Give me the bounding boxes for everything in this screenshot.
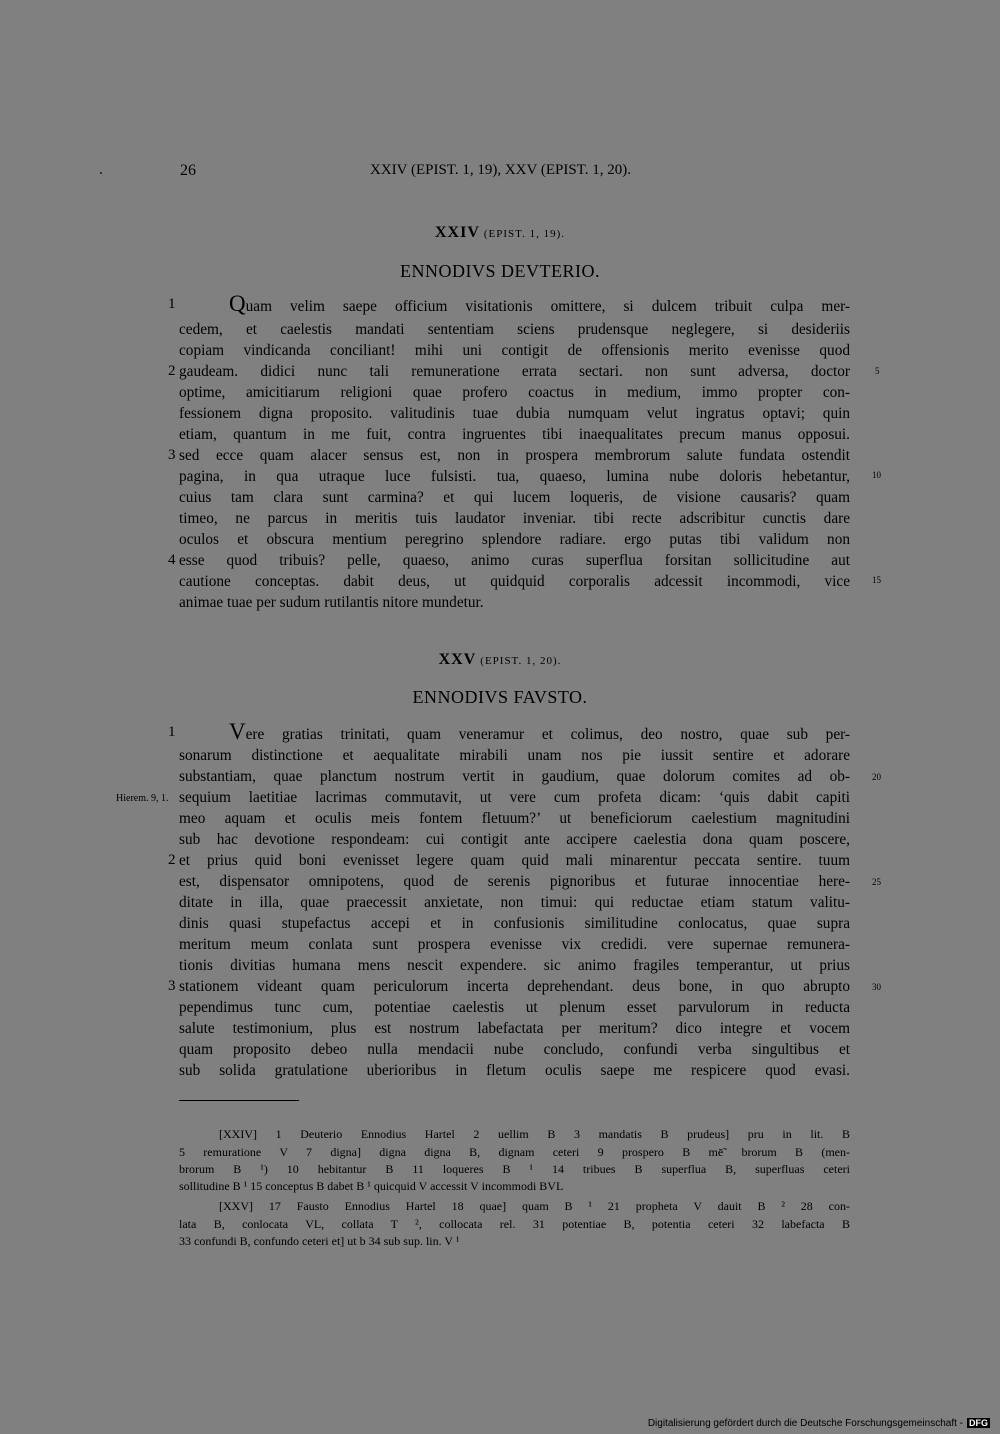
section-ref: (EPIST. 1, 20). (480, 655, 562, 667)
text-line: sed ecce quam alacer sensus est, non in prospera membrorum salute fundata ostendit (179, 447, 850, 464)
paragraph-mark: 3 (168, 978, 176, 994)
paragraph-mark: 2 (168, 852, 176, 868)
text-line: Quam velim saepe officium visitationis omittere, si dulcem tribuit culpa mer- (229, 291, 850, 316)
text-line: cedem, et caelestis mandati sententiam sciens prudensque neglegere, si desideriis (179, 321, 850, 338)
text-line: sub solida gratulatione uberioribus in fletum oculis saepe me respicere quod evasi. (179, 1062, 850, 1079)
scan-speck (100, 172, 102, 174)
digitization-credit (648, 1418, 990, 1429)
paragraph-mark: 1 (168, 724, 176, 740)
text-line: animae tuae per sudum rutilantis nitore mundetur. (179, 594, 484, 611)
section-ref: (EPIST. 1, 19). (483, 228, 565, 240)
section-title-xxiv (0, 224, 1000, 242)
text-line: est, dispensator omnipotens, quod de serenis pignoribus et futurae innocentiae here- (179, 873, 850, 890)
side-reference: Hierem. 9, 1. (116, 793, 169, 804)
drop-cap: Q (229, 291, 246, 316)
line-number: 20 (872, 772, 881, 782)
text-line: Vere gratias trinitati, quam veneramur et colimus, deo nostro, quae sub per- (229, 719, 850, 744)
paragraph-mark: 3 (168, 447, 176, 463)
text-line: optime, amicitiarum religioni quae profero coactus in medium, immo propter con- (179, 384, 850, 401)
credit-text: Digitalisierung gefördert durch die Deutsche Forschungsgemeinschaft - (647, 1418, 963, 1429)
footnote-line: sollitudine B ¹ 15 conceptus B dabet B ¹ quicquid V accessit V incommodi BVL (179, 1179, 564, 1193)
text-line: tionis divitias humana mens nescit expendere. sic animo fragiles temperantur, ut prius (179, 957, 850, 974)
text-line: quam proposito debeo nulla mendacii nube concludo, confundi verba singultibus et (179, 1041, 850, 1058)
drop-cap: V (229, 719, 246, 744)
footnote-line: brorum B ¹) 10 hebitantur B 11 loqueres B ¹ 14 tribues B superflua B, superfluas ceteri (179, 1162, 850, 1176)
line-number: 5 (875, 366, 880, 376)
paragraph-mark: 2 (168, 363, 176, 379)
text-line: esse quod tribuis? pelle, quaeso, animo curas superflua forsitan sollicitudine aut (179, 552, 850, 569)
text-line: stationem videant quam periculorum incerta deprehendant. deus bone, in quo abrupto (179, 978, 850, 995)
paragraph-mark: 1 (168, 296, 176, 312)
footnote-line: lata B, conlocata VL, collata T ², collocata rel. 31 potentiae B, potentia ceteri 32 labefacta B (179, 1217, 850, 1231)
text-line: dinis quasi stupefactus accepi et in confusionis similitudine conlocatus, quae supra (179, 915, 850, 932)
section-title-xxv (0, 651, 1000, 669)
footnote-line: 5 remuratione V 7 digna] digna digna B, dignam ceteri 9 prospero B mē̃ brorum B (men- (179, 1145, 850, 1159)
text-line: meo aquam et oculis meis fontem fletuum?’ ut beneficiorum caelestium magnitudini (179, 810, 850, 827)
text-line: oculos et obscura mentium peregrino splendore radiare. ergo putas tibi validum non (179, 531, 850, 548)
line-number: 25 (872, 877, 881, 887)
text-line: etiam, quantum in me fuit, contra ingruentes tibi inaequalitates precum manus opposui. (179, 426, 850, 443)
line-number: 10 (872, 470, 881, 480)
text-line: sub hac devotione respondeam: cui contigit ante accipere caelestia dona quam poscere, (179, 831, 850, 848)
dfg-logo: DFG (969, 1418, 988, 1428)
text-line: cuius tam clara sunt carmina? et qui lucem loqueris, de visione causaris? quam (179, 489, 850, 506)
text-line: gaudeam. didici nunc tali remuneratione errata sectari. non sunt adversa, doctor (179, 363, 850, 380)
text-line: cautione conceptas. dabit deus, ut quidquid corporalis adcessit incommodi, vice (179, 573, 850, 590)
footnote-line: [XXIV] 1 Deuterio Ennodius Hartel 2 uellim B 3 mandatis B prudeus] pru in lit. B (219, 1127, 850, 1141)
text-line: pependimus tunc cum, potentiae caelestis ut plenum esset parvulorum in reducta (179, 999, 850, 1016)
text-line: timeo, ne parcus in meritis tuis laudator inveniar. tibi recte adscribitur cunctis dare (179, 510, 850, 527)
section-numeral: XXIV (435, 224, 480, 241)
text-line: meritum meum conlata sunt prospera evenisse vix credidi. vere supernae remunera- (179, 936, 850, 953)
text-line: substantiam, quae planctum nostrum vertit in gaudium, quae dolorum comites ad ob- (179, 768, 850, 785)
section-heading-xxv: ENNODIVS FAVSTO. (412, 687, 588, 707)
text-line: sonarum distinctione et aequalitate mirabili unam nos pie iussit sentire et adorare (179, 747, 850, 764)
section-heading-xxiv: ENNODIVS DEVTERIO. (400, 261, 600, 281)
text-line: et prius quid boni evenisset legere quam quid mali minarentur peccata sentire. tuum (179, 852, 850, 869)
footnote-line: 33 confundi B, confundo ceteri et] ut b 34 sub sup. lin. V ¹ (179, 1234, 460, 1248)
page-number: 26 (180, 162, 196, 179)
text-line: pagina, in qua utraque luce fulsisti. tua, quaeso, lumina nube doloris hebetantur, (179, 468, 850, 485)
paragraph-mark: 4 (168, 552, 176, 568)
footnote-line: [XXV] 17 Fausto Ennodius Hartel 18 quae] quam B ¹ 21 propheta V dauit B ² 28 con- (219, 1199, 850, 1213)
text-line: copiam vindicanda conciliant! mihi uni contigit de offensionis merito evenisse quod (179, 342, 850, 359)
text-line: sequium laetitiae lacrimas commutavit, ut vere cum profeta dicam: ‘quis dabit capiti (179, 789, 850, 806)
line-number: 30 (872, 982, 881, 992)
line-number: 15 (872, 575, 881, 585)
section-numeral: XXV (438, 651, 477, 668)
text-line: salute testimonium, plus est nostrum labefactata per meritum? dico integre et vocem (179, 1020, 850, 1037)
running-head: XXIV (EPIST. 1, 19), XXV (EPIST. 1, 20). (370, 162, 631, 178)
text-line: ditate in illa, quae praecessit anxietate, non timui: qui reductae etiam statum valitu- (179, 894, 850, 911)
text-line: fessionem digna proposito. valitudinis tuae dubia numquam velut ingratus optavi; quin (179, 405, 850, 422)
footnote-rule (179, 1100, 299, 1101)
